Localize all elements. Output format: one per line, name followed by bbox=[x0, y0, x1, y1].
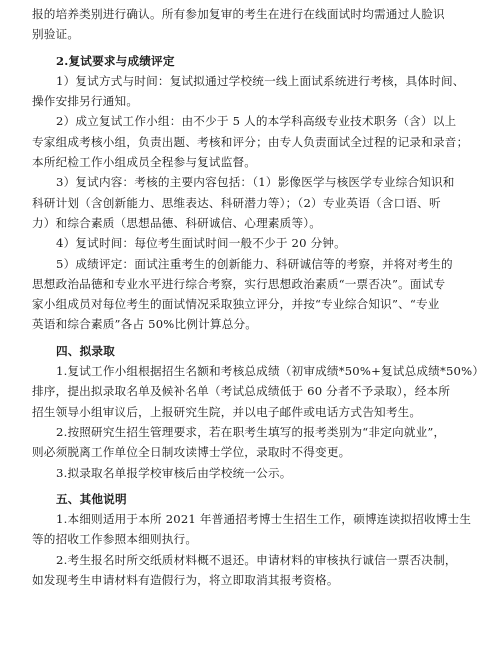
text-line: 思想政治品德和专业水平进行综合考察，实行思想政治素质“一票否决”。面试专 bbox=[32, 276, 446, 291]
section-heading: 2.复试要求与成绩评定 bbox=[56, 53, 175, 68]
section-heading: 五、其他说明 bbox=[56, 491, 127, 506]
text-line: 2.考生报名时所交纸质材料概不退还。申请材料的审核执行诚信一票否决制， bbox=[56, 552, 457, 567]
text-line: 3）复试内容：考核的主要内容包括：（1）影像医学与核医学专业综合知识和 bbox=[56, 175, 455, 190]
text-line: 排序，提出拟录取名单及候补名单（考试总成绩低于 60 分者不予录取），经本所 bbox=[32, 384, 451, 399]
text-line: 操作安排另行通知。 bbox=[32, 94, 139, 109]
text-line: 2）成立复试工作小组：由不少于 5 人的本学科高级专业技术职务（含）以上 bbox=[56, 114, 457, 129]
text-line: 1.复试工作小组根据招生名额和考核总成绩（初审成绩*50%+复试总成绩*50%） bbox=[56, 364, 484, 379]
text-line: 3.拟录取名单报学校审核后由学校统一公示。 bbox=[56, 465, 292, 480]
section-heading: 四、拟录取 bbox=[56, 343, 115, 358]
text-line: 4）复试时间：每位考生面试时间一般不少于 20 分钟。 bbox=[56, 236, 346, 251]
text-line: 力）和综合素质（思想品德、科研诚信、心理素质等）。 bbox=[32, 215, 322, 230]
document-page bbox=[32, 4, 484, 590]
text-line: 2.按照研究生招生管理要求，若在职考生填写的报考类别为“非定向就业”， bbox=[56, 424, 446, 439]
text-line: 报的培养类别进行确认。所有参加复审的考生在进行在线面试时均需通过人脸识 bbox=[32, 7, 445, 21]
text-line: 如发现考生申请材料有造假行为，将立即取消其报考资格。 bbox=[32, 573, 339, 588]
text-line: 家小组成员对每位考生的面试情况采取独立评分，并按“专业综合知识”、“专业 bbox=[32, 297, 440, 312]
text-line: 1.本细则适用于本所 2021 年普通招考博士生招生工作，硕博连读拟招收博士生 bbox=[56, 512, 472, 527]
text-line: 英语和综合素质”各占 50%比例计算总分。 bbox=[32, 317, 258, 332]
text-line: 等的招收工作参照本细则执行。 bbox=[32, 532, 198, 547]
text-line: 本所纪检工作小组成员全程参与复试监督。 bbox=[32, 155, 257, 170]
text-line: 5）成绩评定：面试注重考生的创新能力、科研诚信等的考察，并将对考生的 bbox=[56, 256, 453, 271]
text-line: 专家组成考核小组，负责出题、考核和评分；由专人负责面试全过程的记录和录音； bbox=[32, 134, 469, 149]
text-line: 别验证。 bbox=[32, 27, 80, 42]
text-line: 科研计划（含创新能力、思维表达、科研潜力等）；（2）专业英语（含口语、听 bbox=[32, 195, 441, 210]
text-line: 则必须脱离工作单位全日制攻读博士学位，录取时不得变更。 bbox=[32, 445, 351, 460]
text-line: 招生领导小组审议后，上报研究生院，并以电子邮件或电话方式告知考生。 bbox=[32, 404, 422, 419]
text-line: 1）复试方式与时间：复试拟通过学校统一线上面试系统进行考核，具体时间、 bbox=[56, 73, 465, 88]
